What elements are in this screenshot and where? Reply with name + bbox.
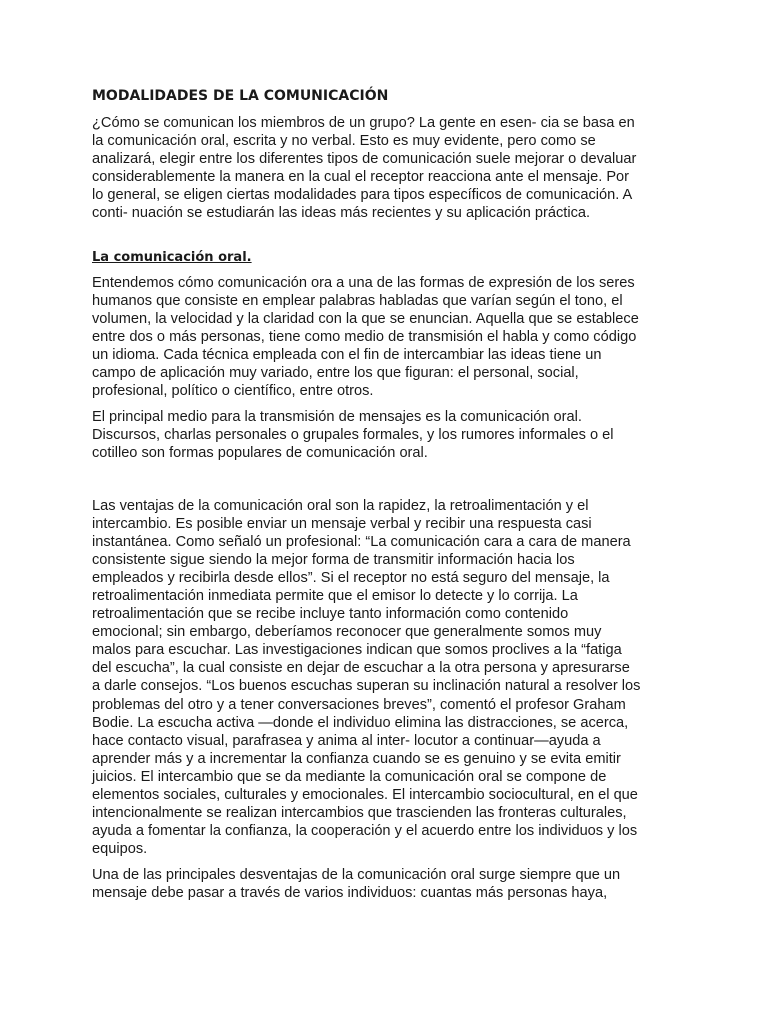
- paragraph-1: [92, 274, 682, 401]
- text-line: retroalimentación inmediata permite que el emisor lo detecte y lo corrija. La: [92, 587, 578, 604]
- text-line: intercambio. Es posible enviar un mensaje verbal y recibir una respuesta casi: [92, 515, 592, 532]
- text-line: empleados y recibirla desde ellos”. Si el receptor no está seguro del mensaje, la: [92, 569, 610, 586]
- text-line: juicios. El intercambio que se da mediante la comunicación oral se compone de: [92, 768, 607, 785]
- section-heading: La comunicación oral.: [92, 249, 252, 265]
- text-line: consistente sigue siendo la mejor forma de transmitir información hacia los: [92, 551, 575, 568]
- text-line: campo de aplicación muy variado, entre los que figuran: el personal, social,: [92, 365, 579, 382]
- text-line: la comunicación oral, escrita y no verbal. Esto es muy evidente, pero como se: [92, 133, 596, 150]
- text-line: humanos que consiste en emplear palabras habladas que varían según el tono, el: [92, 292, 623, 309]
- text-line: mensaje debe pasar a través de varios individuos: cuantas más personas haya,: [92, 885, 608, 902]
- text-line: emocional; sin embargo, deberíamos reconocer que generalmente somos muy: [92, 624, 602, 641]
- text-line: Entendemos cómo comunicación ora a una de las formas de expresión de los seres: [92, 274, 635, 291]
- text-line: analizará, elegir entre los diferentes tipos de comunicación suele mejorar o devaluar: [92, 151, 637, 168]
- paragraph-3: [92, 497, 682, 859]
- text-line: ayuda a fomentar la confianza, la cooperación y el acuerdo entre los individuos y los: [92, 823, 638, 840]
- text-line: ¿Cómo se comunican los miembros de un grupo? La gente en esen- cia se basa en: [92, 115, 635, 131]
- text-line: Bodie. La escucha activa —donde el individuo elimina las distracciones, se acerca,: [92, 714, 629, 731]
- text-line: aprender más y a incrementar la confianza cuando se es genuino y se evita emitir: [92, 750, 621, 767]
- text-line: problemas del otro y a tener conversaciones breves”, comentó el profesor Graham: [92, 696, 626, 713]
- text-line: Las ventajas de la comunicación oral son la rapidez, la retroalimentación y el: [92, 497, 589, 514]
- text-line: instantánea. Como señaló un profesional: “La comunicación cara a cara de manera: [92, 533, 631, 550]
- spacer: [92, 231, 682, 249]
- text-line: Una de las principales desventajas de la comunicación oral surge siempre que un: [92, 867, 621, 884]
- text-line: lo general, se eligen ciertas modalidades para tipos específicos de comunicación. A: [92, 187, 633, 204]
- document-page: [92, 86, 682, 911]
- paragraph-4: [92, 866, 682, 902]
- intro-paragraph: [92, 114, 682, 223]
- text-line: volumen, la velocidad y la claridad con la que se enuncian. Aquella que se establece: [92, 310, 639, 327]
- text-line: del escucha”, la cual consiste en dejar de escuchar a la otra persona y apresurarse: [92, 660, 630, 677]
- text-line: retroalimentación que se recibe incluye tanto información como contenido: [92, 606, 569, 623]
- text-line: elementos sociales, culturales y emocionales. El intercambio sociocultural, en el que: [92, 787, 638, 803]
- paragraph-2: [92, 408, 682, 462]
- text-line: malos para escuchar. Las investigaciones indican que somos proclives a la “fatiga: [92, 642, 622, 659]
- text-line: hace contacto visual, parafrasea y anima al inter- locutor a continuar—ayuda a: [92, 732, 601, 749]
- text-line: El principal medio para la transmisión de mensajes es la comunicación oral.: [92, 409, 582, 426]
- document-title: MODALIDADES DE LA COMUNICACIÓN: [92, 88, 389, 104]
- text-line: considerablemente la manera en la cual el receptor reacciona ante el mensaje. Por: [92, 169, 630, 186]
- text-line: a darle consejos. “Los buenos escuchas superan su inclinación natural a resolver los: [92, 678, 641, 695]
- text-line: equipos.: [92, 841, 148, 858]
- text-line: intencionalmente se realizan intercambios que trascienden las fronteras culturales,: [92, 805, 627, 822]
- text-line: cotilleo son formas populares de comunicación oral.: [92, 445, 428, 462]
- text-line: profesional, político o científico, entre otros.: [92, 383, 374, 400]
- spacer: [92, 471, 682, 497]
- text-line: un idioma. Cada técnica empleada con el fin de intercambiar las ideas tiene un: [92, 346, 602, 363]
- text-line: entre dos o más personas, tiene como medio de transmisión el habla y como código: [92, 328, 637, 345]
- text-line: conti- nuación se estudiarán las ideas más recientes y su aplicación práctica.: [92, 205, 591, 222]
- text-line: Discursos, charlas personales o grupales formales, y los rumores informales o el: [92, 427, 614, 444]
